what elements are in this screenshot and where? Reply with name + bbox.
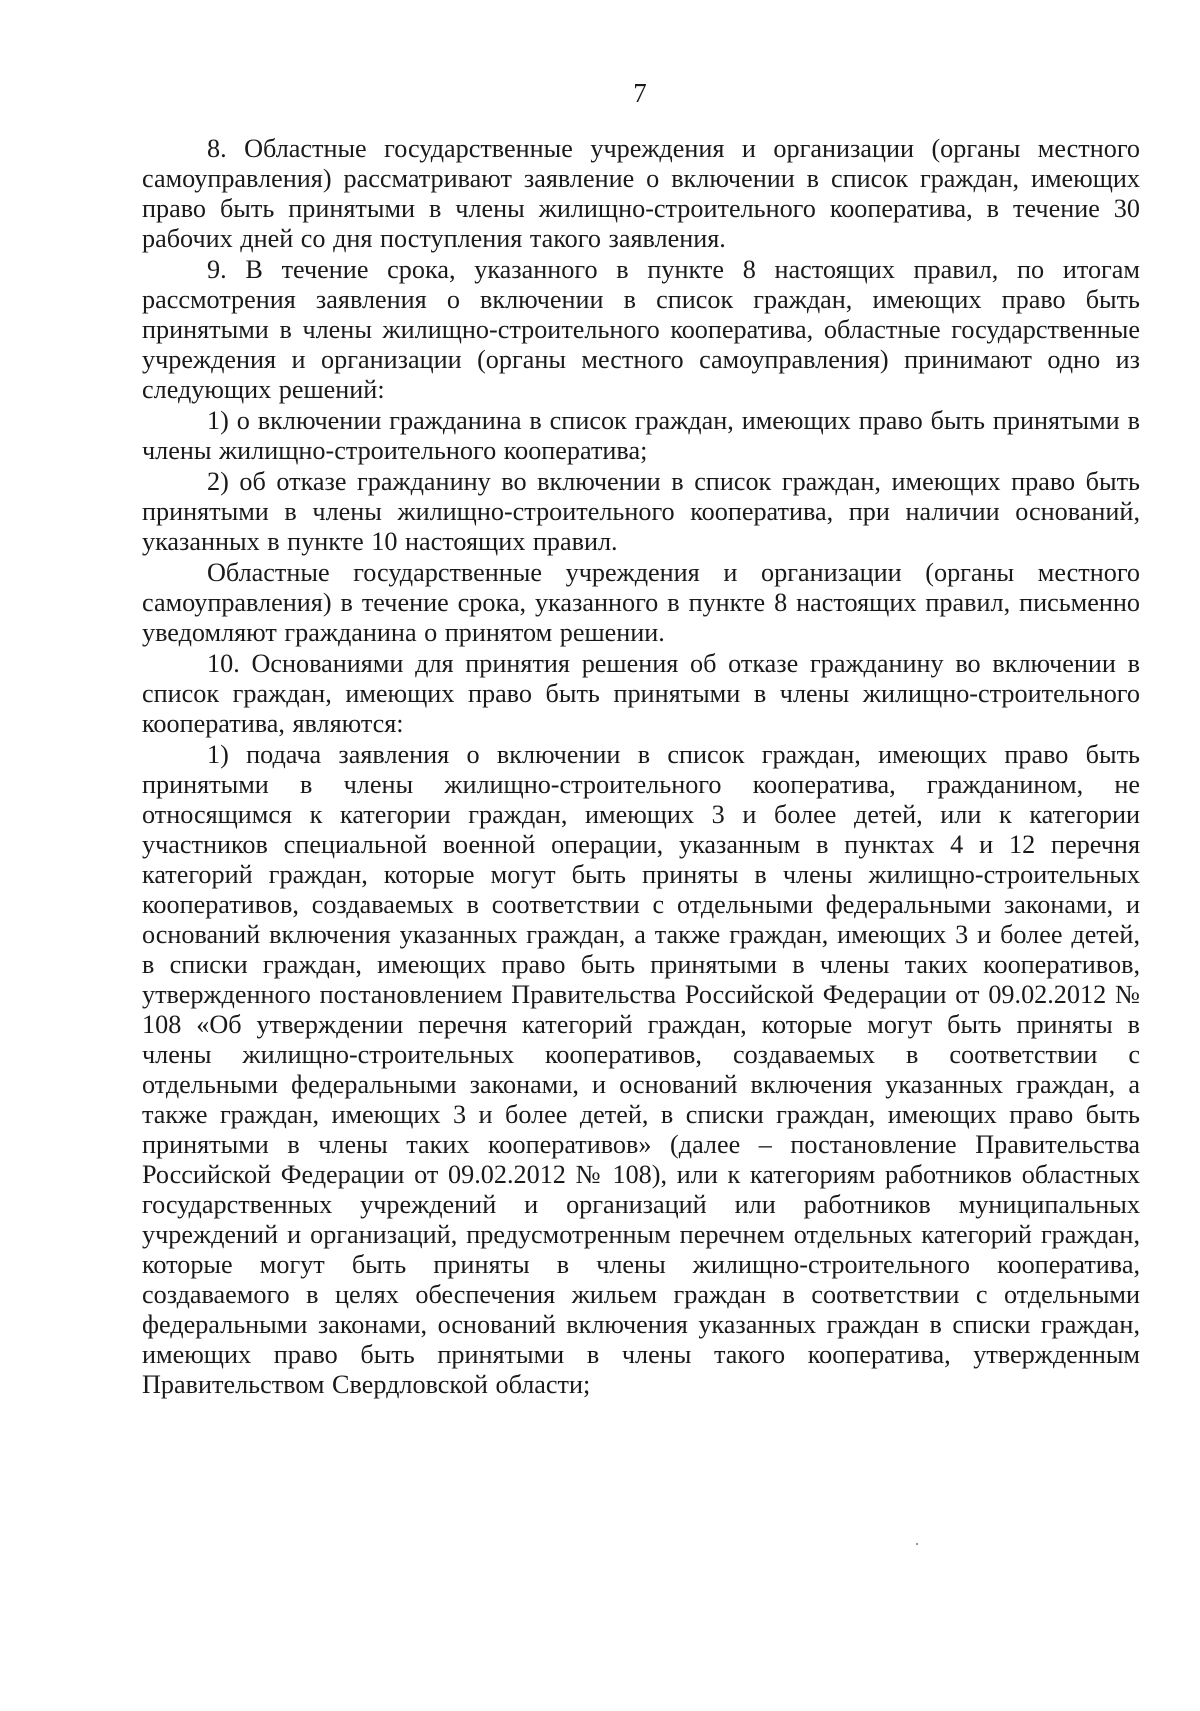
paragraph-subitem-9-2: 2) об отказе гражданину во включении в список граждан, имеющих право быть принятыми в члены жилищно-строительного кооператива, при наличии оснований, указанных в пункте 10 настоящих правил. bbox=[142, 467, 1140, 556]
scan-artifact bbox=[916, 1543, 918, 1545]
page-number: 7 bbox=[633, 78, 647, 108]
paragraph-item-9: 9. В течение срока, указанного в пункте 8 настоящих правил, по итогам рассмотрения заявления о включении в список граждан, имеющих право быть принятыми в члены жилищно-строительного кооператива, областные государственные учреждения и организации (органы местного самоуправления) принимают одно из следующих решений: bbox=[142, 255, 1140, 404]
paragraph-subitem-9-1: 1) о включении гражданина в список граждан, имеющих право быть принятыми в члены жилищно-строительного кооператива; bbox=[142, 406, 1140, 465]
document-body bbox=[142, 134, 1140, 1401]
paragraph-subitem-10-1: 1) подача заявления о включении в список граждан, имеющих право быть принятыми в члены жилищно-строительного кооператива, гражданином, не относящимся к категории граждан, имеющих 3 и более детей, или к категории участников специальной военной операции, указанным в пунктах 4 и 12 перечня категорий граждан, которые могут быть приняты в члены жилищно-строительных кооперативов, создаваемых в соответствии с отдельными федеральными законами, и оснований включения указанных граждан, а также граждан, имеющих 3 и более детей, в списки граждан, имеющих право быть принятыми в члены таких кооперативов, утвержденного постановлением Правительства Российской Федерации от 09.02.2012 № 108 «Об утверждении перечня категорий граждан, которые могут быть приняты в члены жилищно-строительных кооперативов, создаваемых в соответствии с отдельными федеральными законами, и оснований включения указанных граждан, а также граждан, имеющих 3 и более детей, в списки граждан, имеющих право быть принятыми в члены таких кооперативов» (далее – постановление Правительства Российской Федерации от 09.02.2012 № 108), или к категориям работников областных государственных учреждений и организаций или работников муниципальных учреждений и организаций, предусмотренным перечнем отдельных категорий граждан, которые могут быть приняты в члены жилищно-строительного кооператива, создаваемого в целях обеспечения жильем граждан в соответствии с отдельными федеральными законами, оснований включения указанных граждан в списки граждан, имеющих право быть принятыми в члены такого кооператива, утвержденным Правительством Свердловской области; bbox=[142, 740, 1140, 1399]
paragraph-item-8: 8. Областные государственные учреждения и организации (органы местного самоуправления) рассматривают заявление о включении в список граждан, имеющих право быть принятыми в члены жилищно-строительного кооператива, в течение 30 рабочих дней со дня поступления такого заявления. bbox=[142, 134, 1140, 253]
paragraph-notification: Областные государственные учреждения и организации (органы местного самоуправления) в течение срока, указанного в пункте 8 настоящих правил, письменно уведомляют гражданина о принятом решении. bbox=[142, 558, 1140, 647]
paragraph-item-10: 10. Основаниями для принятия решения об отказе гражданину во включении в список граждан, имеющих право быть принятыми в члены жилищно-строительного кооператива, являются: bbox=[142, 649, 1140, 738]
